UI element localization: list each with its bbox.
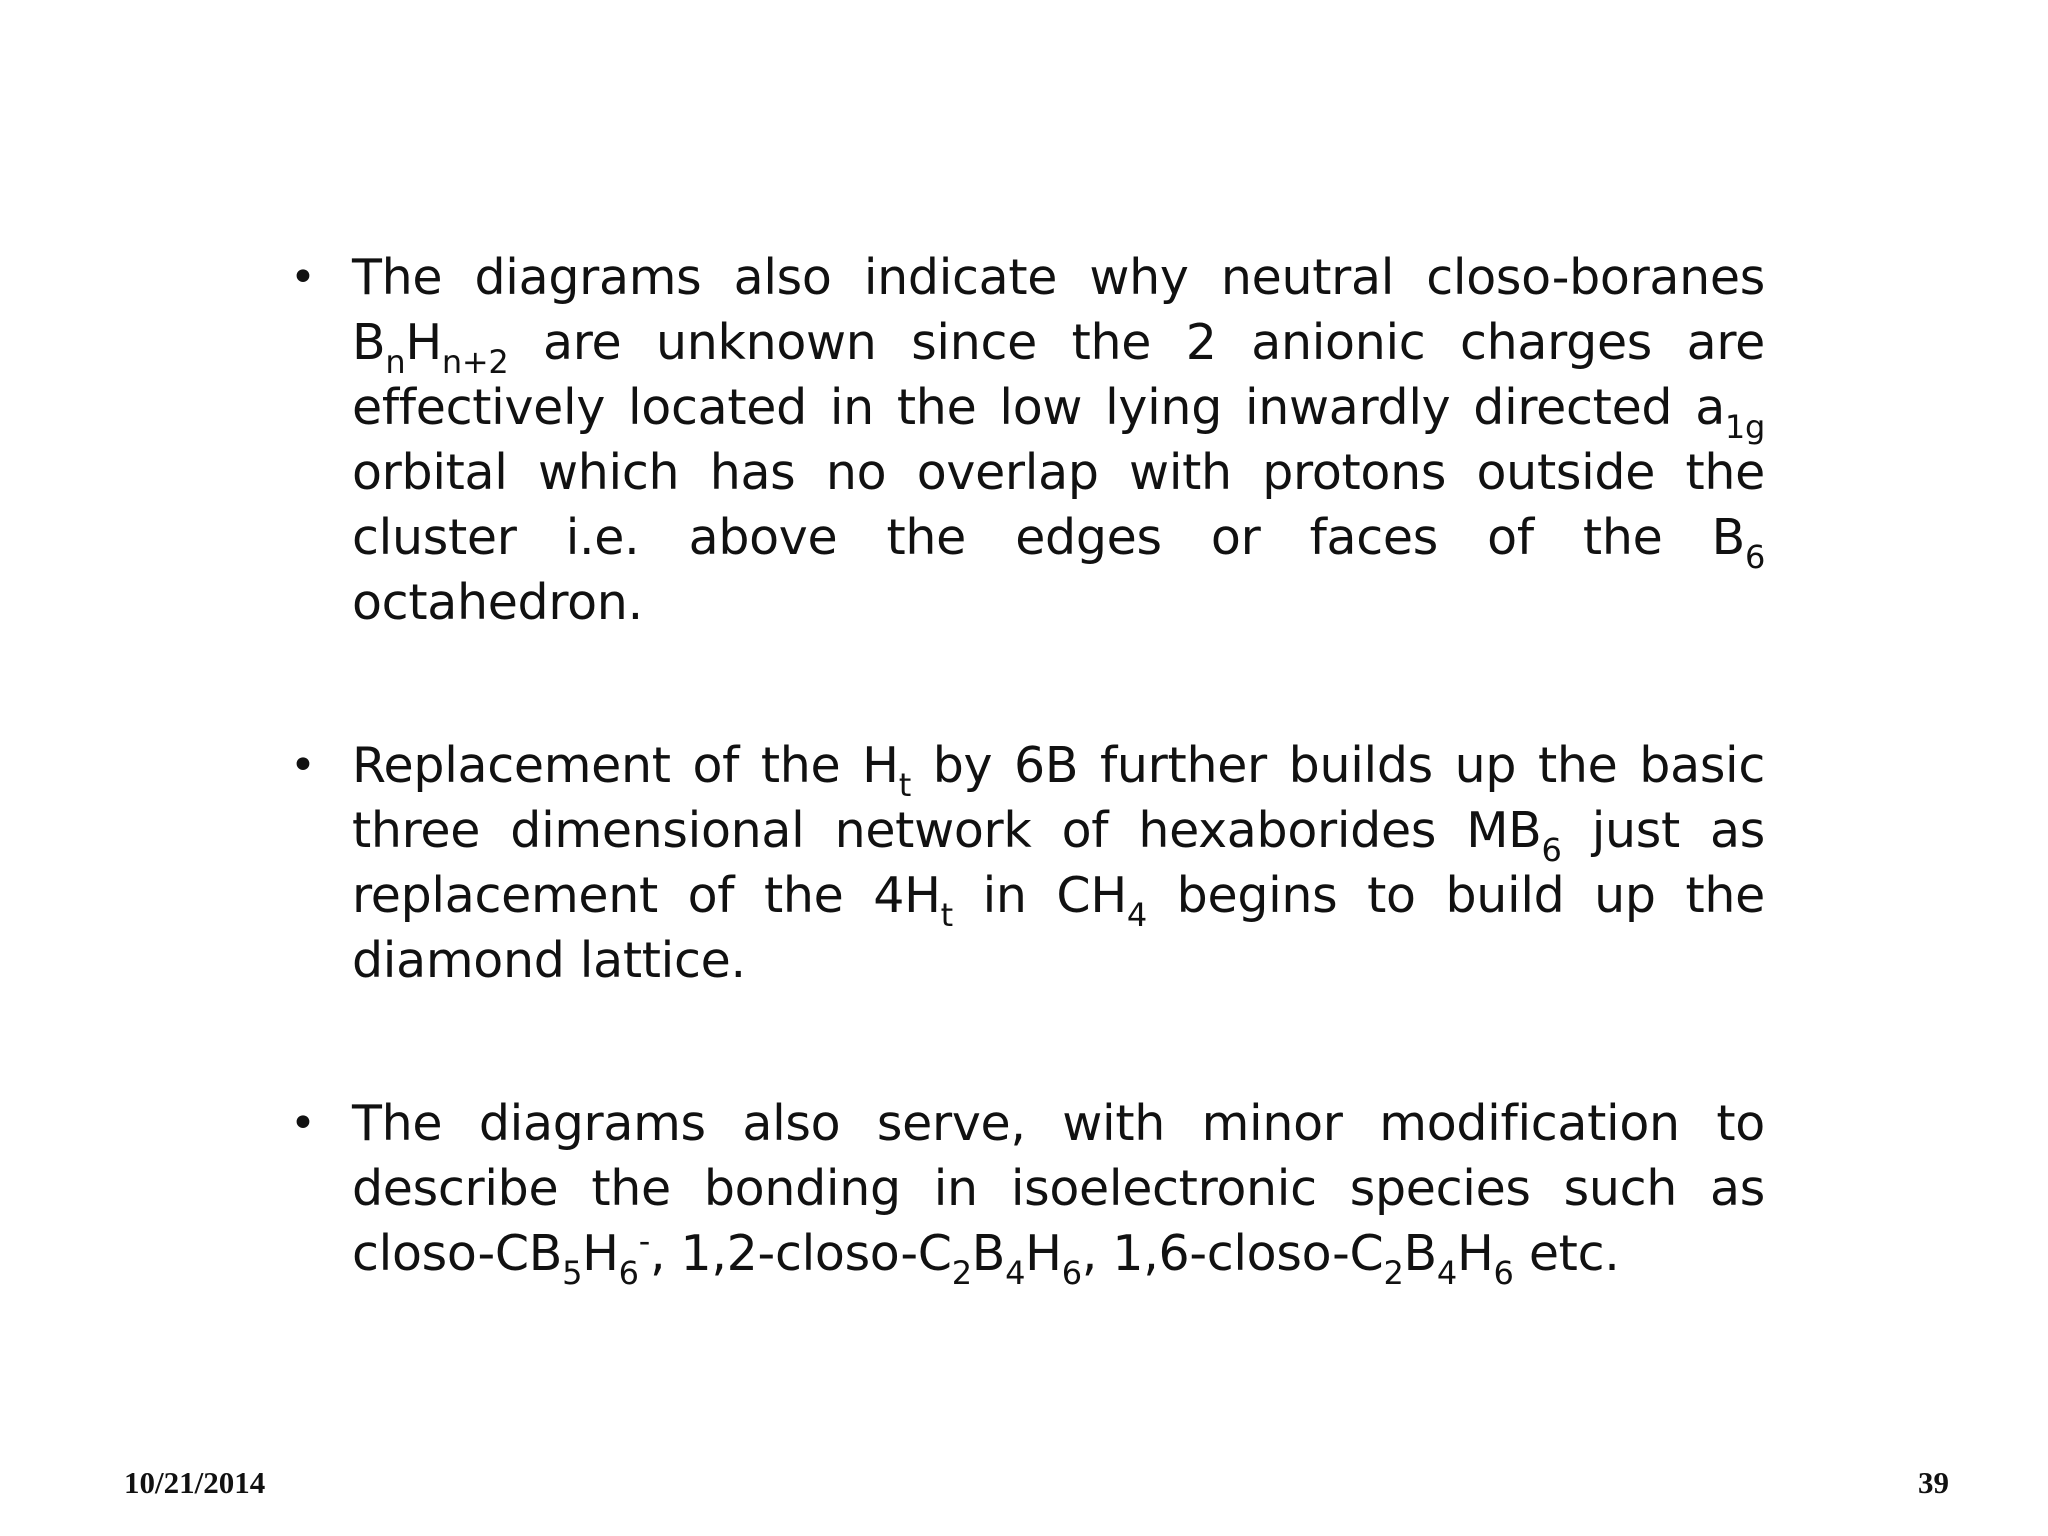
subscript: 4 — [1436, 1254, 1457, 1292]
text-run: , 1,6-closo-C — [1081, 1225, 1384, 1282]
bullet-text — [352, 249, 1765, 631]
subscript: 6 — [1744, 538, 1765, 576]
subscript: t — [898, 766, 911, 804]
text-run: H — [1456, 1225, 1494, 1282]
text-run: octahedron. — [352, 574, 643, 631]
subscript: 4 — [1126, 896, 1147, 934]
subscript: n — [385, 343, 406, 381]
subscript: 5 — [562, 1254, 583, 1292]
subscript: 2 — [951, 1254, 972, 1292]
text-run: The diagrams also serve, with minor modification to describe the bonding in isoelectronic species such as closo-CB — [352, 1095, 1765, 1282]
text-run: orbital which has no overlap with protons outside the cluster i.e. above the edges or faces of the B — [352, 444, 1765, 566]
text-run: B — [971, 1225, 1006, 1282]
bullet-dot-icon: • — [290, 252, 316, 303]
footer-date: 10/21/2014 — [124, 1465, 266, 1500]
subscript: 6 — [1061, 1254, 1082, 1292]
bullet-text — [352, 1095, 1765, 1292]
text-run: etc. — [1513, 1225, 1620, 1282]
text-run: B — [1403, 1225, 1437, 1282]
text-run: are unknown since the 2 anionic charges are effectively located in the low lying inwardly directed a — [352, 314, 1765, 436]
text-run: just as replacement of the 4H — [352, 802, 1766, 924]
bullet-text — [352, 737, 1765, 989]
subscript: 1g — [1724, 408, 1765, 446]
bullet-list — [290, 245, 1766, 1292]
text-run: H — [582, 1225, 619, 1282]
bullet-item — [290, 733, 1765, 993]
page-number: 39 — [1918, 1465, 1949, 1500]
text-run: begins to build up the diamond lattice. — [352, 867, 1765, 989]
text-run: in CH — [952, 867, 1127, 924]
bullet-item — [290, 1091, 1765, 1292]
text-run: H — [1025, 1225, 1062, 1282]
subscript: t — [940, 896, 953, 934]
text-run: by 6B further builds up the basic three dimensional network of hexaborides MB — [352, 737, 1766, 859]
subscript: 6 — [618, 1254, 639, 1292]
text-run: , 1,2-closo-C — [649, 1225, 952, 1282]
subscript: 6 — [1493, 1254, 1514, 1292]
text-run: Replacement of the H — [352, 737, 899, 794]
subscript: n+2 — [441, 343, 509, 381]
text-run: The diagrams also indicate why neutral closo-boranes B — [352, 249, 1765, 371]
text-run: H — [405, 314, 442, 371]
supscript: - — [638, 1222, 650, 1260]
subscript: 6 — [1541, 831, 1562, 869]
subscript: 2 — [1383, 1254, 1404, 1292]
bullet-dot-icon: • — [290, 740, 316, 791]
bullet-item — [290, 245, 1765, 635]
subscript: 4 — [1005, 1254, 1026, 1292]
bullet-dot-icon: • — [290, 1098, 316, 1149]
